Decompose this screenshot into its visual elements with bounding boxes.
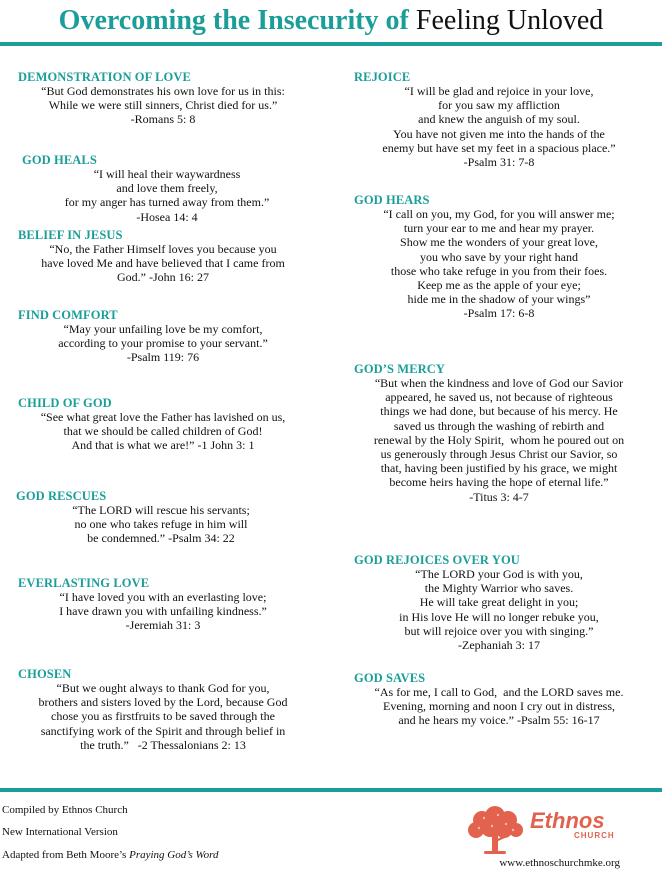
adapted-title: Praying God’s Word bbox=[129, 849, 219, 861]
verse-line: and he hears my voice.” -Psalm 55: 16-17 bbox=[398, 713, 600, 728]
verse-line: God.” -John 16: 27 bbox=[117, 270, 209, 285]
verse-line: us generously through Jesus Christ our Savior, so bbox=[380, 447, 618, 462]
translation-version: New International Version bbox=[2, 826, 118, 838]
verse-line: the Mighty Warrior who saves. bbox=[424, 581, 574, 596]
section-find-comfort bbox=[18, 308, 308, 365]
section-heading: GOD REJOICES OVER YOU bbox=[354, 553, 520, 567]
section-rejoice bbox=[354, 70, 644, 169]
verse-line: and love them freely, bbox=[116, 181, 218, 196]
adapted-prefix: Adapted from Beth Moore’s bbox=[2, 849, 130, 861]
verse-line: but will rejoice over you with singing.” bbox=[404, 623, 594, 638]
verse-line: sanctifying work of the Spirit and through belief in bbox=[40, 723, 286, 738]
verse-line: enemy but have set my feet in a spacious place.” bbox=[382, 140, 616, 155]
verse-line: Show me the wonders of your great love, bbox=[400, 235, 598, 250]
verse-reference: -Jeremiah 31: 3 bbox=[125, 618, 201, 633]
verse-line: “May your unfailing love be my comfort, bbox=[63, 322, 263, 336]
section-god-saves bbox=[354, 671, 644, 728]
verse-line: “I will heal their waywardness bbox=[93, 167, 241, 181]
verse-line: have loved Me and have believed that I came from bbox=[41, 256, 285, 271]
section-god-heals bbox=[22, 153, 312, 224]
section-child-of-god bbox=[18, 396, 308, 453]
verse-line: “But God demonstrates his own love for us in this: bbox=[41, 84, 285, 98]
verse-line: the truth.” -2 Thessalonians 2: 13 bbox=[80, 737, 246, 752]
verse-line: hide me in the shadow of your wings” bbox=[407, 292, 591, 307]
section-heading: CHILD OF GOD bbox=[18, 396, 112, 410]
section-heading: GOD HEARS bbox=[354, 193, 430, 207]
section-demonstration-of-love bbox=[18, 70, 308, 127]
verse-line: “See what great love the Father has lavished on us, bbox=[40, 410, 286, 424]
section-god-rejoices-over-you bbox=[354, 553, 644, 652]
verse-line: renewal by the Holy Spirit, whom he poured out on bbox=[373, 432, 625, 447]
compiled-by: Compiled by Ethnos Church bbox=[2, 804, 128, 816]
section-chosen bbox=[18, 667, 308, 752]
verse-line: become heirs having the hope of eternal life.” bbox=[389, 475, 609, 490]
verse-reference: -Romans 5: 8 bbox=[130, 112, 196, 127]
verse-line: and knew the anguish of my soul. bbox=[418, 112, 580, 127]
section-belief-in-jesus bbox=[18, 228, 308, 285]
verse-line: “I will be glad and rejoice in your love, bbox=[404, 84, 594, 98]
section-god-rescues bbox=[16, 489, 306, 546]
verse-line: “I have loved you with an everlasting love; bbox=[59, 590, 267, 604]
section-heading: FIND COMFORT bbox=[18, 308, 118, 322]
verse-line: “No, the Father Himself loves you because you bbox=[49, 242, 277, 256]
verse-line: “But we ought always to thank God for you, bbox=[56, 681, 270, 695]
verse-line: brothers and sisters loved by the Lord, because God bbox=[38, 695, 288, 710]
section-heading: GOD’S MERCY bbox=[354, 362, 446, 376]
section-heading: BELIEF IN JESUS bbox=[18, 228, 123, 242]
verse-line: appeared, he saved us, not because of righteous bbox=[385, 390, 613, 405]
verse-reference: -Titus 3: 4-7 bbox=[469, 489, 529, 504]
verse-reference: -Hosea 14: 4 bbox=[136, 209, 198, 224]
verse-line: And that is what we are!” -1 John 3: 1 bbox=[71, 438, 255, 453]
verse-line: He will take great delight in you; bbox=[419, 595, 579, 610]
verse-line: While we were still sinners, Christ died for us.” bbox=[48, 98, 278, 113]
verse-line: “The LORD your God is with you, bbox=[415, 567, 583, 581]
verse-line: saved us through the washing of rebirth and bbox=[393, 418, 605, 433]
verse-line: you who save by your right hand bbox=[420, 249, 578, 264]
adapted-from bbox=[2, 849, 219, 862]
verse-line: I have drawn you with unfailing kindness.” bbox=[59, 604, 267, 619]
verse-line: those who take refuge in you from their foes. bbox=[390, 263, 608, 278]
logo-church-text: CHURCH bbox=[574, 831, 615, 840]
section-heading: GOD HEALS bbox=[22, 153, 97, 167]
verse-reference: -Psalm 119: 76 bbox=[126, 350, 200, 365]
page-title bbox=[0, 4, 662, 38]
verse-reference: -Psalm 31: 7-8 bbox=[463, 155, 535, 170]
title-part-2: Feeling Unloved bbox=[415, 5, 604, 36]
section-everlasting-love bbox=[18, 576, 308, 633]
verse-line: “The LORD will rescue his servants; bbox=[72, 503, 250, 517]
verse-line: according to your promise to your servant.” bbox=[58, 336, 268, 351]
verse-line: “But when the kindness and love of God our Savior bbox=[374, 376, 624, 390]
section-heading: REJOICE bbox=[354, 70, 411, 84]
title-part-1: Overcoming the Insecurity of bbox=[58, 5, 416, 36]
section-heading: GOD SAVES bbox=[354, 671, 426, 685]
section-god-hears bbox=[354, 193, 644, 321]
verse-line: that we should be called children of God! bbox=[63, 424, 263, 439]
section-heading: EVERLASTING LOVE bbox=[18, 576, 150, 590]
verse-line: “As for me, I call to God, and the LORD saves me. bbox=[374, 685, 624, 699]
verse-line: “I call on you, my God, for you will answer me; bbox=[383, 207, 615, 221]
verse-line: for my anger has turned away from them.” bbox=[64, 195, 270, 210]
verse-line: no one who takes refuge in him will bbox=[74, 517, 248, 532]
verse-line: in His love He will no longer rebuke you, bbox=[399, 609, 599, 624]
verse-reference: -Zephaniah 3: 17 bbox=[458, 638, 540, 653]
top-divider bbox=[0, 42, 662, 46]
section-heading: DEMONSTRATION OF LOVE bbox=[18, 70, 191, 84]
logo-brand-text: Ethnos bbox=[530, 808, 605, 833]
verse-line: turn your ear to me and hear my prayer. bbox=[403, 221, 595, 236]
bottom-divider bbox=[0, 788, 662, 792]
ethnos-logo bbox=[462, 806, 658, 856]
verse-line: for you saw my affliction bbox=[438, 98, 560, 113]
section-heading: GOD RESCUES bbox=[16, 489, 107, 503]
verse-line: that, having been justified by his grace, we might bbox=[380, 461, 618, 476]
verse-line: Evening, morning and noon I cry out in distress, bbox=[383, 699, 615, 714]
verse-line: chose you as firstfruits to be saved through the bbox=[51, 709, 275, 724]
section-gods-mercy bbox=[354, 362, 644, 504]
verse-line: You have not given me into the hands of the bbox=[393, 126, 605, 141]
verse-line: be condemned.” -Psalm 34: 22 bbox=[87, 531, 235, 546]
tree-icon bbox=[462, 806, 532, 856]
verse-line: Keep me as the apple of your eye; bbox=[417, 278, 581, 293]
website-url[interactable]: www.ethnoschurchmke.org bbox=[499, 857, 620, 869]
section-heading: CHOSEN bbox=[18, 667, 72, 681]
verse-reference: -Psalm 17: 6-8 bbox=[463, 306, 535, 321]
verse-line: things we had done, but because of his mercy. He bbox=[380, 404, 618, 419]
